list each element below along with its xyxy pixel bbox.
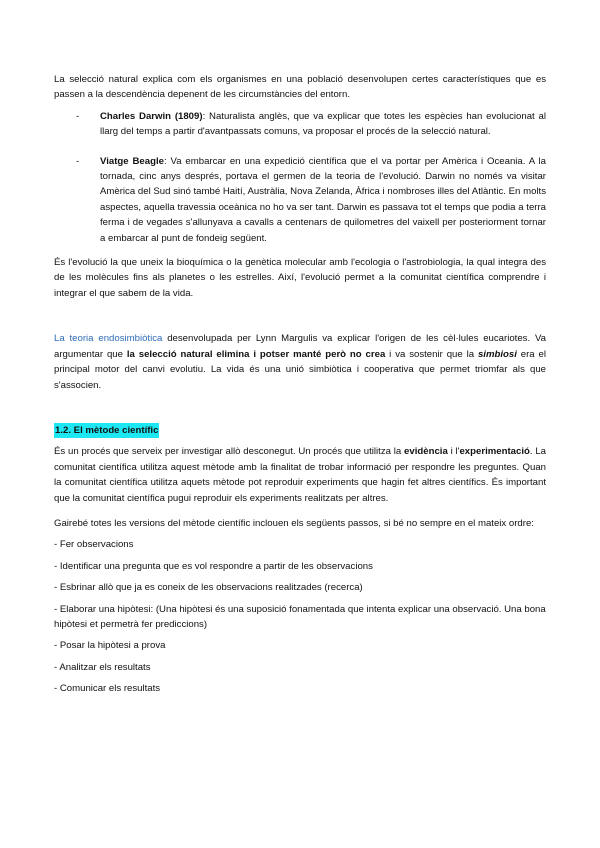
method-text-a: És un procés que serveix per investigar allò desconegut. Un procés que utilitza la xyxy=(54,446,405,458)
list-item: - Esbrinar allò que ja es coneix de les observacions realitzades (recerca) xyxy=(54,582,363,594)
endosymbiotic-theory-link[interactable]: La teoria endosimbiòtica xyxy=(54,333,163,345)
section-heading-row xyxy=(54,423,546,438)
intro-paragraph: La selecció natural explica com els organismes en una població desenvolupen certes característiques que es passen a la descendència depenent de les circumstàncies del entorn. xyxy=(54,74,546,101)
evolution-paragraph: És l'evolució la que uneix la bioquímica o la genètica molecular amb l'ecologia o l'astrobiologia, la qual integra des de les molècules fins als planetes o les estrelles. Així, l'evolució permet a la comunitat científica comprendre i integrar el que sabem de la vida. xyxy=(54,257,546,299)
endo-text-3: era el principal motor del canvi evolutiu. La vida és una unió simbiòtica i cooperativa que permet triomfar als que s'associen. xyxy=(54,348,546,391)
list-item: - Analitzar els resultats xyxy=(54,661,151,673)
spacer xyxy=(54,307,546,331)
bullet-text: : Naturalista anglès, que va explicar que totes les espècies han evolucionat al llarg del temps a partir d'avantpassats comuns, va proposar el procés de la selecció natural. xyxy=(100,110,546,138)
endo-text-2: i va sostenir que la xyxy=(385,348,478,360)
list-item: - Posar la hipòtesi a prova xyxy=(54,640,166,652)
bullet-dash: - xyxy=(76,155,80,167)
bullet-darwin xyxy=(54,109,546,140)
steps-intro-paragraph: Gairebé totes les versions del mètode científic inclouen els següents passos, si bé no sempre en el mateix ordre: xyxy=(54,517,534,529)
endosymbiotic-paragraph xyxy=(54,331,546,393)
method-bold-evidence: evidència xyxy=(404,446,448,458)
bullet-dash: - xyxy=(76,110,80,122)
list-item: - Comunicar els resultats xyxy=(54,683,161,695)
bullet-term: Viatge Beagle xyxy=(100,155,164,167)
endo-italic-bold: simbiosi xyxy=(477,348,517,360)
list-item: - Elaborar una hipòtesi: (Una hipòtesi és una suposició fonamentada que intenta explicar una observació. Una bona hipòtesi et permetrà fer prediccions) xyxy=(54,603,546,630)
list-item: - Identificar una pregunta que es vol respondre a partir de les observacions xyxy=(54,560,373,572)
spacer xyxy=(54,399,546,423)
bullet-list xyxy=(54,109,546,246)
bullet-text: : Va embarcar en una expedició científica que el va portar per Amèrica i Oceania. A la tornada, cinc anys després, portava el germen de la teoria de l'evolució. Darwin no només va visitar Amèrica del Sud sinó també Haití, Austràlia, Nova Zelanda, Àfrica i nombroses illes del Atlàntic. En molts aspectes, aquella travessia oceànica no ho va ser tant. Darwin es passava tot el temps que podia a terra ferma i de vegades s'allunyava a cavalls a centenars de quilometres del vaixell per posteriorment tornar a embarcar al punt de fondeig següent. xyxy=(100,155,546,244)
method-bold-experimentation: experimentació xyxy=(459,446,530,458)
bullet-beagle xyxy=(54,154,546,246)
method-paragraph xyxy=(54,444,546,506)
method-text-d: . La comunitat científica utilitza aquest mètode amb la finalitat de trobar informació per respondre les preguntes. Quan la comunitat científica utilitza aquets mètode pot reproduir experiments que hagin fet altres científics. És important que la comunitat científica pugui reproduir els experiments realitzats per altres. xyxy=(54,446,546,504)
method-text-c: i l' xyxy=(447,446,460,458)
bullet-term: Charles Darwin (1809) xyxy=(100,110,203,122)
endo-text-1: desenvolupada per Lynn Margulis va explicar l'origen de les cèl·lules eucariotes. Va argumentar que xyxy=(54,333,547,360)
list-item: - Fer observacions xyxy=(54,539,134,551)
endo-bold-text: la selecció natural elimina i potser manté però no crea xyxy=(126,348,386,360)
steps-list xyxy=(54,537,546,696)
section-heading: 1.2. El mètode científic xyxy=(54,423,159,438)
